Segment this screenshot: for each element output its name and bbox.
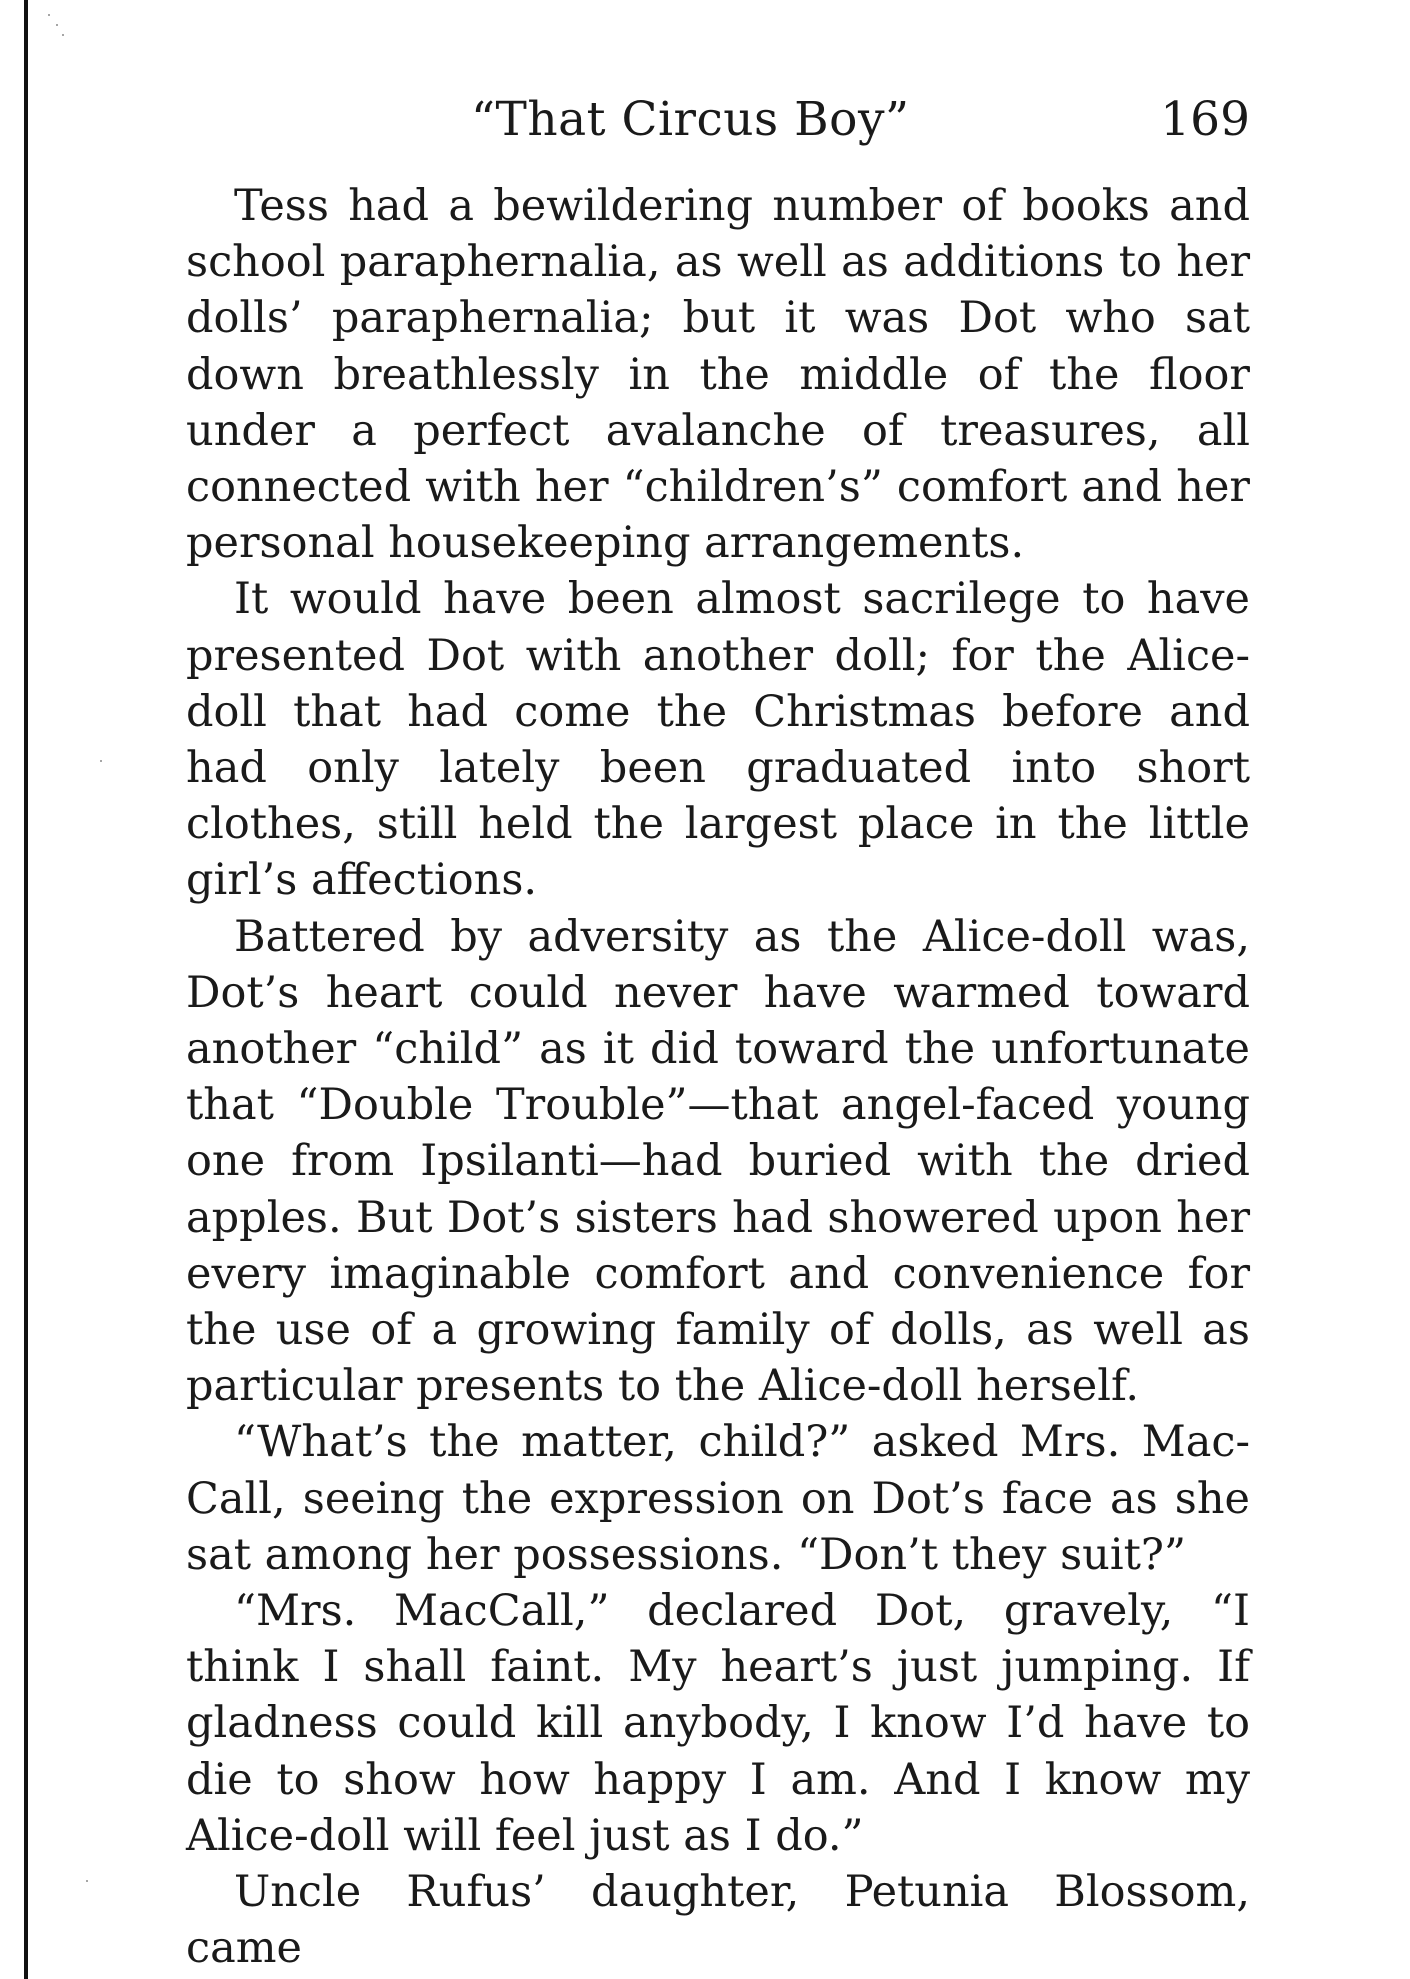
paper-speck [62,34,64,36]
running-head [186,90,1250,150]
page-binding-edge [24,0,28,1979]
paper-speck [100,760,102,762]
paragraph: It would have been almost sacrilege to have presented Dot with another doll; for the Alice-doll that had come the Christmas before and had only lately been graduated into short clothes, still held the largest place in the little girl’s affections. [186,574,1250,906]
page-number: 169 [1160,92,1250,147]
paragraph: Tess had a bewildering number of books and school paraphernalia, as well as additions to her dolls’ paraphernalia; but it was Dot who sat down breathlessly in the middle of the floor under a perfect avalanche of treasures, all connected with her “children’s” comfort and her personal housekeeping arrangements. [186,181,1250,569]
paper-speck [56,24,58,26]
paragraph: Battered by adversity as the Alice-doll was, Dot’s heart could never have warmed toward another “child” as it did toward the unfortunate that “Double Trouble”—that angel-faced young one from Ipsilanti—had buried with the dried apples. But Dot’s sisters had showered upon her every imaginable comfort and convenience for the use of a growing family of dolls, as well as particular presents to the Alice-doll herself. [186,911,1250,1412]
paper-speck [86,1880,88,1882]
body-text [186,178,1250,1977]
paragraph: Uncle Rufus’ daughter, Petunia Blossom, came [186,1867,1250,1974]
paragraph: “What’s the matter, child?” asked Mrs. MacCall, seeing the expression on Dot’s face as she sat among her possessions. “Don’t they suit?” [186,1417,1250,1580]
running-head-title: “That Circus Boy” [471,92,910,147]
paragraph: “Mrs. MacCall,” declared Dot, gravely, “I think I shall faint. My heart’s just jumping. If gladness could kill anybody, I know I’d have to die to show how happy I am. And I know my Alice-doll will feel just as I do.” [186,1586,1250,1861]
paper-speck [48,14,50,16]
